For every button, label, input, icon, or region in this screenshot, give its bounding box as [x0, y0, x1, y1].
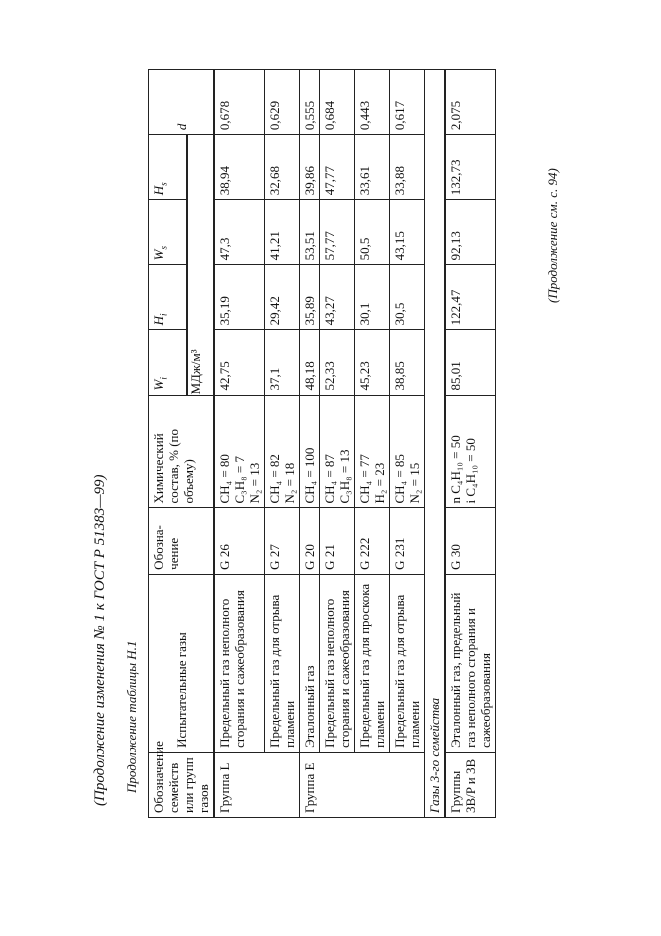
- d-cell: 0,678: [214, 70, 265, 135]
- d-cell: 0,555: [300, 70, 320, 135]
- table-row: [300, 70, 320, 818]
- hi-cell: 35,19: [214, 265, 265, 330]
- hs-cell: 39,86: [300, 135, 320, 200]
- hs-cell: 33,88: [390, 135, 425, 200]
- family-cell: Группа L: [214, 752, 300, 817]
- hs-cell: 33,61: [355, 135, 390, 200]
- table-header-row: [149, 70, 187, 818]
- hs-cell: 47,77: [320, 135, 355, 200]
- wi-cell: 85,01: [445, 330, 496, 395]
- designation-cell: G 231: [390, 508, 425, 574]
- table-row: [214, 70, 265, 818]
- table-row: [320, 70, 355, 818]
- ws-cell: 50,5: [355, 200, 390, 265]
- designation-cell: G 26: [214, 508, 265, 574]
- gas-cell: Предельный газ для отрыва пламени: [390, 574, 425, 752]
- hi-cell: 43,27: [320, 265, 355, 330]
- table-row: [355, 70, 390, 818]
- family-cell: Группа E: [300, 752, 425, 817]
- col-wi-header: $W_i$: [149, 330, 187, 395]
- designation-cell: G 222: [355, 508, 390, 574]
- gas-cell: Предельный газ для проскока пламени: [355, 574, 390, 752]
- col-family-header: Обозначение семейств или групп газов: [149, 752, 215, 817]
- composition-cell: CH₄ = 85 N₂ = 15: [390, 395, 425, 508]
- hi-cell: 35,89: [300, 265, 320, 330]
- hi-cell: 30,5: [390, 265, 425, 330]
- col-gas-header: Испытательные газы: [149, 574, 215, 752]
- d-cell: 0,684: [320, 70, 355, 135]
- hi-cell: 30,1: [355, 265, 390, 330]
- hs-cell: 32,68: [265, 135, 300, 200]
- wi-cell: 38,85: [390, 330, 425, 395]
- d-cell: 0,443: [355, 70, 390, 135]
- table-caption: Продолжение таблицы Н.1: [124, 640, 139, 793]
- col-composition-header: Химический состав, % (по объему): [149, 395, 215, 508]
- units-label: МДж/м³: [187, 135, 215, 395]
- ws-cell: 57,77: [320, 200, 355, 265]
- ws-cell: 92,13: [445, 200, 496, 265]
- col-designation-header: Обозна-чение: [149, 508, 215, 574]
- col-ws-header: $W_s$: [149, 200, 187, 265]
- wi-cell: 42,75: [214, 330, 265, 395]
- designation-cell: G 30: [445, 508, 496, 574]
- composition-cell: CH₄ = 87 C₃H₈ = 13: [320, 395, 355, 508]
- ws-cell: 53,51: [300, 200, 320, 265]
- composition-cell: n C₄H₁₀ = 50 i C₄H₁₀ = 50: [445, 395, 496, 508]
- gas-cell: Предельный газ неполного сгорания и сажеобразования: [214, 574, 265, 752]
- gas-cell: Эталонный газ: [300, 574, 320, 752]
- table-row: [390, 70, 425, 818]
- composition-cell: CH₄ = 77 H₂ = 23: [355, 395, 390, 508]
- wi-cell: 52,33: [320, 330, 355, 395]
- col-hs-header: $H_s$: [149, 135, 187, 200]
- designation-cell: G 21: [320, 508, 355, 574]
- wi-cell: 37,1: [265, 330, 300, 395]
- d-cell: 0,629: [265, 70, 300, 135]
- ws-cell: 41,21: [265, 200, 300, 265]
- d-cell: 2,075: [445, 70, 496, 135]
- table-row: [445, 70, 496, 818]
- gas-cell: Предельный газ неполного сгорания и сажеобразования: [320, 574, 355, 752]
- ws-cell: 43,15: [390, 200, 425, 265]
- page-header: (Продолжение изменения № 1 к ГОСТ Р 51383—99): [92, 474, 108, 806]
- composition-cell: CH₄ = 80 C₃H₈ = 7 N₂ = 13: [214, 395, 265, 508]
- family-cell: Группы 3B/P и 3B: [445, 752, 496, 817]
- hi-cell: 29,42: [265, 265, 300, 330]
- composition-cell: CH₄ = 100: [300, 395, 320, 508]
- hs-cell: 38,94: [214, 135, 265, 200]
- hi-cell: 122,47: [445, 265, 496, 330]
- section-title: Газы 3-го семейства: [425, 70, 446, 818]
- designation-cell: G 27: [265, 508, 300, 574]
- wi-cell: 48,18: [300, 330, 320, 395]
- d-cell: 0,617: [390, 70, 425, 135]
- col-hi-header: $H_i$: [149, 265, 187, 330]
- gas-cell: Предельный газ для отрыва пламени: [265, 574, 300, 752]
- wi-cell: 45,23: [355, 330, 390, 395]
- ws-cell: 47,3: [214, 200, 265, 265]
- composition-cell: CH₄ = 82 N₂ = 18: [265, 395, 300, 508]
- table-row: [265, 70, 300, 818]
- hs-cell: 132,73: [445, 135, 496, 200]
- section-row: [425, 70, 446, 818]
- col-d-header: d: [149, 70, 215, 135]
- gas-cell: Эталонный газ, предельный газ неполного сгорания и сажеобразования: [445, 574, 496, 752]
- designation-cell: G 20: [300, 508, 320, 574]
- page-footer: (Продолжение см. с. 94): [545, 168, 560, 303]
- gas-table: [148, 69, 496, 818]
